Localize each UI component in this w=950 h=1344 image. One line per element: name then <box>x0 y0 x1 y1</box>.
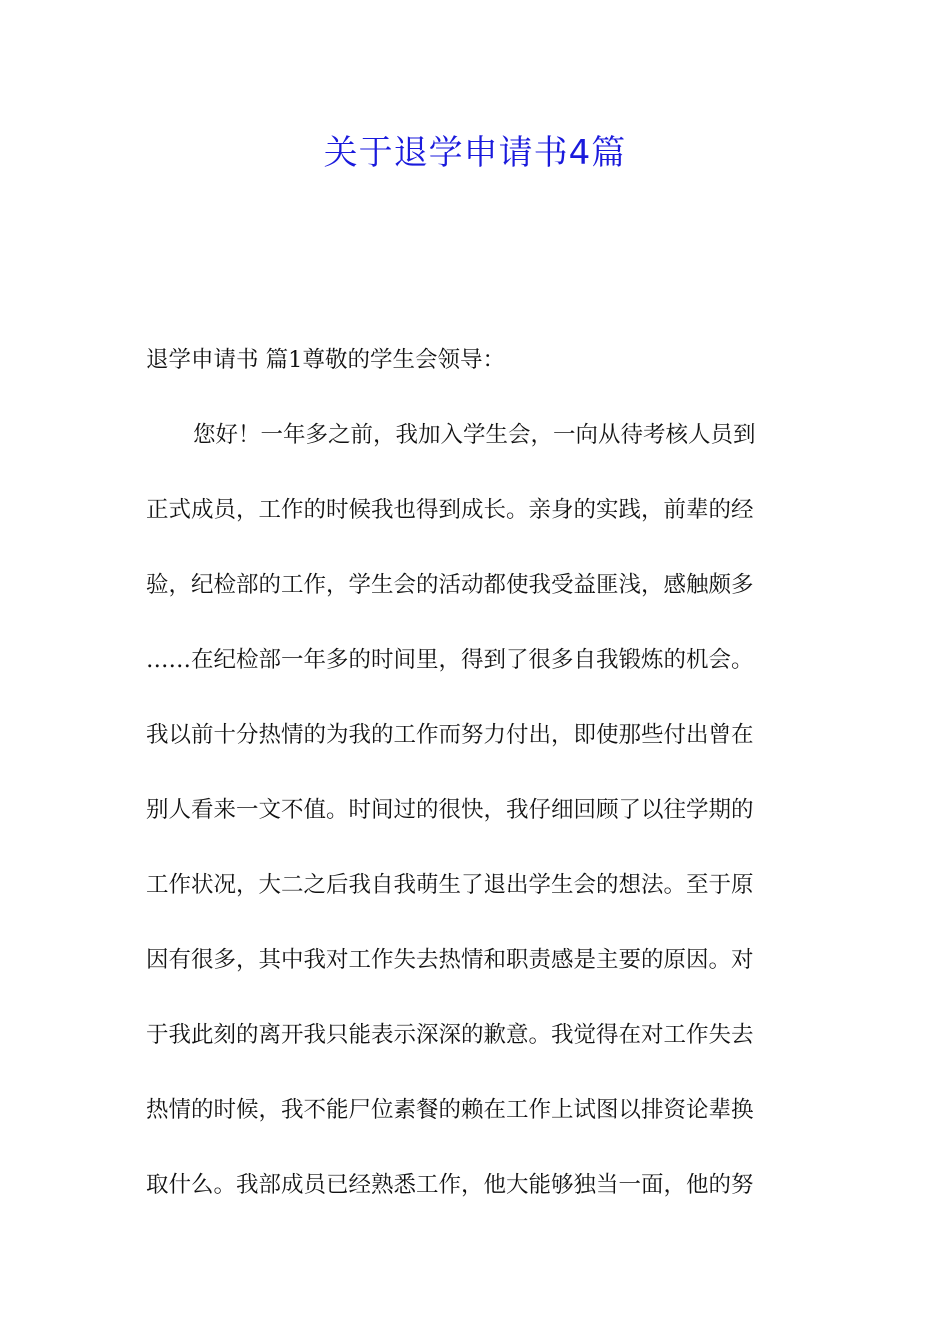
body-line: 验，纪检部的工作，学生会的活动都使我受益匪浅，感触颇多 <box>146 572 754 598</box>
body-line: 于我此刻的离开我只能表示深深的歉意。我觉得在对工作失去 <box>146 1022 754 1048</box>
body-line: 热情的时候，我不能尸位素餐的赖在工作上试图以排资论辈换 <box>146 1097 754 1123</box>
body-line: 别人看来一文不值。时间过的很快，我仔细回顾了以往学期的 <box>146 797 754 823</box>
body-line: 您好！一年多之前，我加入学生会，一向从待考核人员到 <box>193 422 756 448</box>
body-line: ……在纪检部一年多的时间里，得到了很多自我锻炼的机会。 <box>146 647 754 673</box>
document-title: 关于退学申请书4篇 <box>323 133 627 173</box>
body-line: 我以前十分热情的为我的工作而努力付出，即使那些付出曾在 <box>146 722 754 748</box>
heading-line: 退学申请书 篇1尊敬的学生会领导： <box>146 347 505 373</box>
body-line: 正式成员，工作的时候我也得到成长。亲身的实践，前辈的经 <box>146 497 754 523</box>
body-line: 取什么。我部成员已经熟悉工作，他大能够独当一面，他的努 <box>146 1172 754 1198</box>
body-line: 因有很多，其中我对工作失去热情和职责感是主要的原因。对 <box>146 947 754 973</box>
body-line: 工作状况，大二之后我自我萌生了退出学生会的想法。至于原 <box>146 872 754 898</box>
